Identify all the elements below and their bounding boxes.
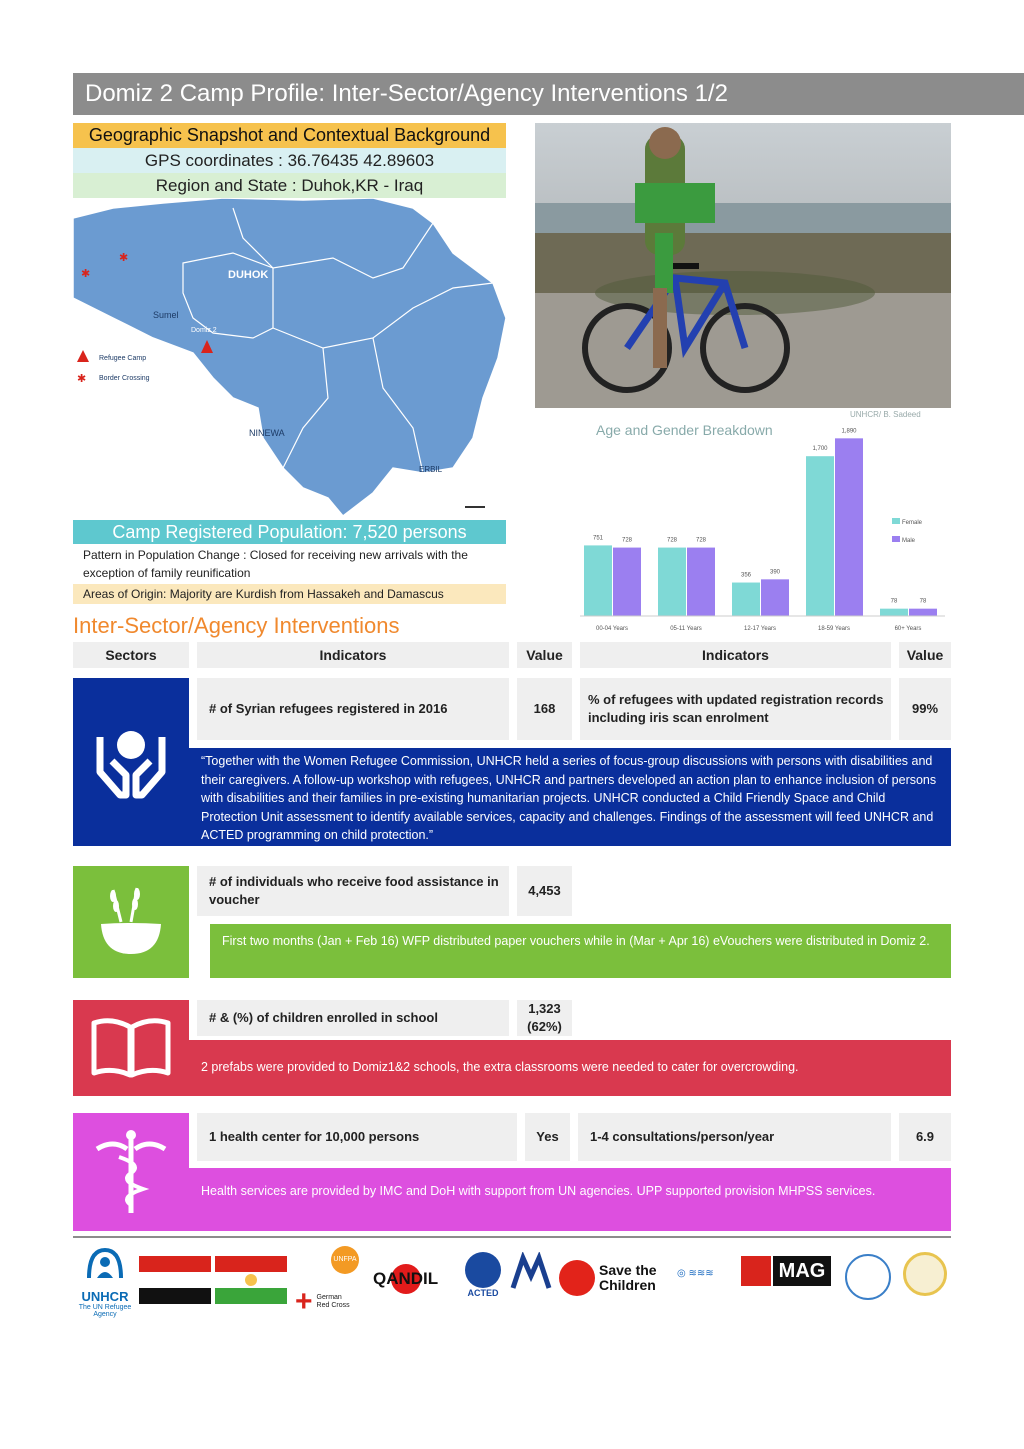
mag-text: MAG [773,1256,831,1286]
qandil-text: QANDIL [373,1269,439,1288]
red-cross-icon: + [295,1285,313,1318]
geo-heading: Geographic Snapshot and Contextual Background [73,123,506,148]
data-label-female-2: 356 [740,572,752,579]
tick-label-2: 12-17 Years [743,626,777,632]
bar-male-0 [613,548,641,616]
iraq-flag [139,1256,211,1304]
education-note: 2 prefabs were provided to Domiz1&2 schools, the extra classrooms were needed to cater for overcrowding. [189,1040,951,1096]
legend-camp-icon [77,350,89,362]
red-cross-logo [295,1282,365,1322]
bar-male-2 [761,579,789,616]
food-note: First two months (Jan + Feb 16) WFP distributed paper vouchers while in (Mar + Apr 16) eVouchers were distributed in Domiz 2. [210,924,951,978]
map-label-sumel: Sumel [153,310,179,320]
un-agency-logo: ◎ ≋≋≋ [677,1268,714,1279]
unhcr-name: UNHCR [81,1289,129,1304]
tick-label-1: 05-11 Years [670,626,702,632]
unfpa-text: UNFPA [331,1246,359,1274]
age-gender-chart [580,410,950,635]
partner-logos [73,1240,951,1330]
unfpa-logo [295,1246,365,1276]
food-value-1: 4,453 [517,866,572,916]
th-sectors: Sectors [73,642,189,668]
mag-logo [741,1256,837,1292]
tick-label-0: 00-04 Years [595,626,629,632]
qandil-logo [373,1262,455,1296]
acted-logo [461,1252,505,1298]
unhcr-logo [73,1244,137,1318]
camp-photo [535,123,951,408]
legend-border-icon: ✱ [77,372,87,385]
data-label-male-2: 390 [769,569,781,576]
protection-value-2: 99% [899,678,951,740]
unhcr-emblem-icon [83,1244,127,1284]
th-indicators-2: Indicators [580,642,891,668]
food-sector [73,866,189,978]
partner-logo-ma [509,1252,553,1300]
tick-label-4: 60+ Years [894,626,922,632]
map-label-erbil: ERBIL [419,465,443,474]
data-label-female-1: 728 [666,537,678,544]
education-sector [73,1000,189,1096]
bar-female-1 [658,548,686,616]
chart-title: Age and Gender Breakdown [596,422,773,438]
page-title: Domiz 2 Camp Profile: Inter-Sector/Agency Interventions 1/2 [73,73,1024,115]
protection-hands-icon [86,717,176,807]
health-sector [73,1113,189,1231]
population-pattern: Pattern in Population Change : Closed for receiving new arrivals with the exception of family reunification [73,544,506,584]
bar-male-3 [835,438,863,616]
bar-female-2 [732,583,760,616]
save-the-children-logo [559,1258,669,1298]
acted-text: ACTED [467,1288,499,1298]
location-map [73,198,506,518]
health-value-1: Yes [525,1113,570,1161]
wfp-logo-icon [845,1254,891,1300]
legend-label-female: Female [902,520,923,526]
health-value-2: 6.9 [899,1113,951,1161]
map-label-ninewa: NINEWA [249,428,285,438]
data-label-male-0: 728 [621,537,633,544]
data-label-female-0: 751 [592,535,604,542]
areas-of-origin: Areas of Origin: Majority are Kurdish from Hassakeh and Damascus [73,584,506,604]
bar-female-0 [584,545,612,616]
data-label-female-3: 1,700 [812,446,828,453]
tick-label-3: 18-59 Years [817,626,851,632]
population-banner: Camp Registered Population: 7,520 persons [73,520,506,544]
protection-note: “Together with the Women Refugee Commission, UNHCR held a series of focus-group discussions with persons with disabilities and their caregivers. A follow-up workshop with refugees, UNHCR and partners developed an action plan to enhance inclusion of persons with disabilities and their families in pre-existing humanitarian projects. UNHCR conducted a Child Friendly Space and Child Protection Unit assessment to identify available services, capacity and challenges. Findings of the assessment will feed UNHCR and ACTED programming on child protection.” [189,748,951,846]
map-svg [73,198,506,518]
th-value-2: Value [899,642,951,668]
protection-value-1: 168 [517,678,572,740]
unhcr-sub: The UN Refugee Agency [78,1304,132,1318]
legend-swatch-female [892,518,900,524]
region-state: Region and State : Duhok,KR - Iraq [73,173,506,198]
bar-female-3 [806,456,834,616]
save-emblem-icon [559,1260,595,1296]
kurdistan-flag [215,1256,287,1304]
protection-indicator-2: % of refugees with updated registration records including iris scan enrolment [580,678,891,740]
data-label-male-3: 1,890 [841,428,857,435]
bar-male-1 [687,548,715,616]
data-label-male-1: 728 [695,537,707,544]
education-value-1: 1,323 (62%) [517,1000,572,1036]
bar-female-4 [880,609,908,616]
health-note: Health services are provided by IMC and DoH with support from UN agencies. UPP supported provision MHPSS services. [189,1168,951,1231]
footer-divider [73,1236,951,1238]
border-crossing-icon-1: ✱ [119,251,129,264]
data-label-male-4: 78 [919,598,927,605]
protection-sector [73,678,189,846]
protection-indicator-1: # of Syrian refugees registered in 2016 [197,678,509,740]
interventions-title: Inter-Sector/Agency Interventions [73,613,400,638]
legend-camp-label: Refugee Camp [99,355,147,362]
th-value-1: Value [517,642,572,668]
food-bowl-icon [91,882,171,962]
border-crossing-icon-2: ✱ [81,267,91,280]
food-indicator-1: # of individuals who receive food assistance in voucher [197,866,509,916]
health-indicator-1: 1 health center for 10,000 persons [197,1113,517,1161]
gps-coordinates: GPS coordinates : 36.76435 42.89603 [73,148,506,173]
legend-border-label: Border Crossing [99,375,150,382]
legend-swatch-male [892,536,900,542]
health-indicator-2: 1-4 consultations/person/year [578,1113,891,1161]
caduceus-icon [91,1127,171,1217]
th-indicators-1: Indicators [197,642,509,668]
legend-label-male: Male [902,538,916,544]
red-cross-text: German Red Cross [316,1294,350,1309]
data-label-female-4: 78 [890,598,898,605]
education-indicator-1: # & (%) of children enrolled in school [197,1000,509,1036]
map-label-duhok: DUHOK [228,269,269,281]
acted-emblem-icon [465,1252,501,1288]
bar-male-4 [909,609,937,616]
open-book-icon [86,1013,176,1083]
ma-logo-icon [509,1252,553,1292]
save-text: Save the Children [599,1262,657,1293]
krg-seal-icon [903,1252,947,1296]
map-label-domiz: Domiz 2 [191,327,217,334]
photo-credit: UNHCR/ B. Sadeed [850,410,921,419]
